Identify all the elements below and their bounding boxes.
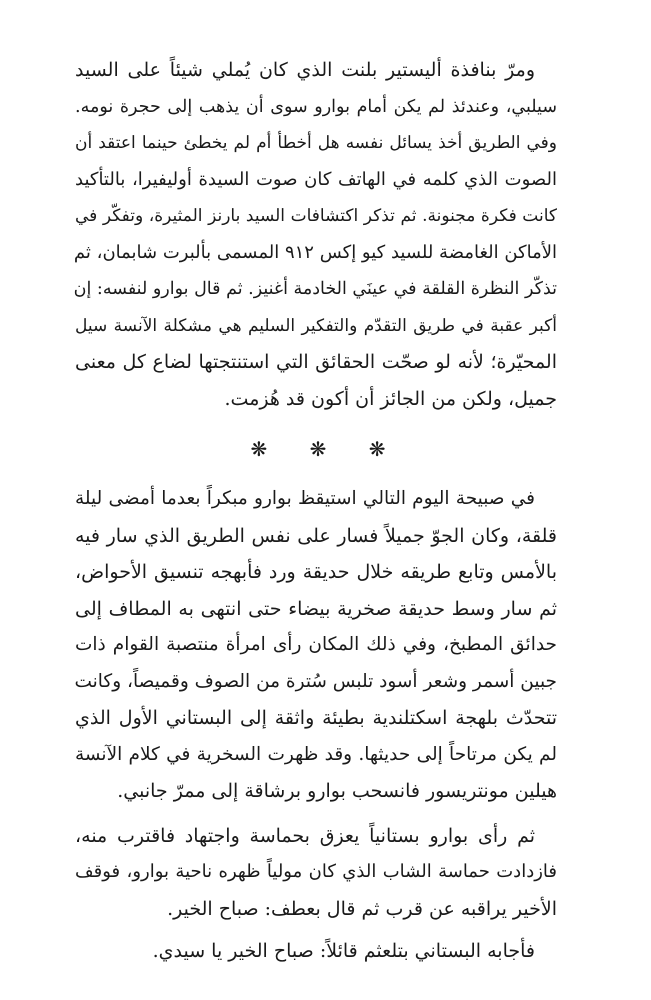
text-line: جبين أسمر وشعر أسود تلبس سُترة من الصوف وقميصاً، وكانت: [74, 670, 557, 692]
text-line: لم يكن مرتاحاً إلى حديثها. وقد ظهرت السخرية في كلام الآنسة: [75, 743, 557, 765]
text-line: تتحدّث بلهجة اسكتلندية بطيئة واثقة إلى البستاني الأول الذي: [75, 707, 557, 729]
paragraph-4: [75, 933, 579, 970]
text-line: كانت فكرة مجنونة. ثم تذكر اكتشافات السيد بارنز المثيرة، وتفكّر في: [75, 206, 557, 226]
section-break-ornament: ❋ ❋ ❋: [250, 437, 404, 461]
text-line: تذكّر النظرة القلقة في عينَي الخادمة أغنيز. ثم قال بوارو لنفسه: إن: [73, 279, 557, 299]
text-line: وفي الطريق أخذ يسائل نفسه هل أخطأ أم لم يخطئ حينما اعتقد أن: [75, 133, 557, 153]
text-line: ثم سار وسط حديقة صخرية بيضاء حتى انتهى به المطاف إلى: [75, 597, 557, 620]
paragraph-1: [75, 52, 579, 417]
text-line: الأخير يراقبه عن قرب ثم قال بعطف: صباح الخير.: [167, 897, 557, 920]
text-line: في صبيحة اليوم التالي استيقظ بوارو مبكراً بعدما أمضى ليلة: [75, 488, 535, 509]
paragraph-2: [75, 481, 579, 810]
text-line: حدائق المطبخ، وفي ذلك المكان رأى امرأة منتصبة القوام ذات: [75, 634, 557, 655]
text-line: أكبر عقبة في طريق التقدّم والتفكير السليم هي مشكلة الآنسة سيل: [75, 315, 557, 336]
text-line: جميل، ولكن من الجائز أن أكون قد هُزمت.: [224, 387, 557, 410]
text-line: فازدادت حماسة الشاب الذي كان مولياً ظهره ناحية بوارو، فوقف: [75, 861, 557, 882]
text-line: الصوت الذي كلمه في الهاتف كان صوت السيدة أوليفيرا، بالتأكيد: [75, 168, 557, 190]
text-line: الأماكن الغامضة للسيد كيو إكس ٩١٢ المسمى بألبرت شابمان، ثم: [73, 241, 557, 263]
text-line: بالأمس وتابع طريقه خلال حديقة ورد فأبهجه تنسيق الأحواض،: [75, 561, 557, 583]
paragraph-3: [75, 818, 579, 928]
text-line: هيلين مونتريسور فانسحب بوارو برشاقة إلى ممرّ جانبي.: [117, 780, 557, 802]
text-line: ومرّ بنافذة أليستير بلنت الذي كان يُملي شيئاً على السيد: [75, 59, 535, 81]
paragraph-spacer: [75, 810, 579, 818]
text-line: ثم رأى بوارو بستانياً يعزق بحماسة واجتهاد فاقترب منه،: [75, 824, 535, 847]
text-line: المحيّرة؛ لأنه لو صحّت الحقائق التي استنتجتها لضاع كل معنى: [75, 351, 557, 373]
text-line: قلقة، وكان الجوّ جميلاً فسار على نفس الطريق الذي سار فيه: [75, 524, 557, 547]
text-line: سيلبي، وعندئذ لم يكن أمام بوارو سوى أن يذهب إلى حجرة نومه.: [75, 96, 557, 117]
book-page: [75, 52, 579, 970]
text-line: فأجابه البستاني بتلعثم قائلاً: صباح الخير يا سيدي.: [152, 940, 535, 962]
